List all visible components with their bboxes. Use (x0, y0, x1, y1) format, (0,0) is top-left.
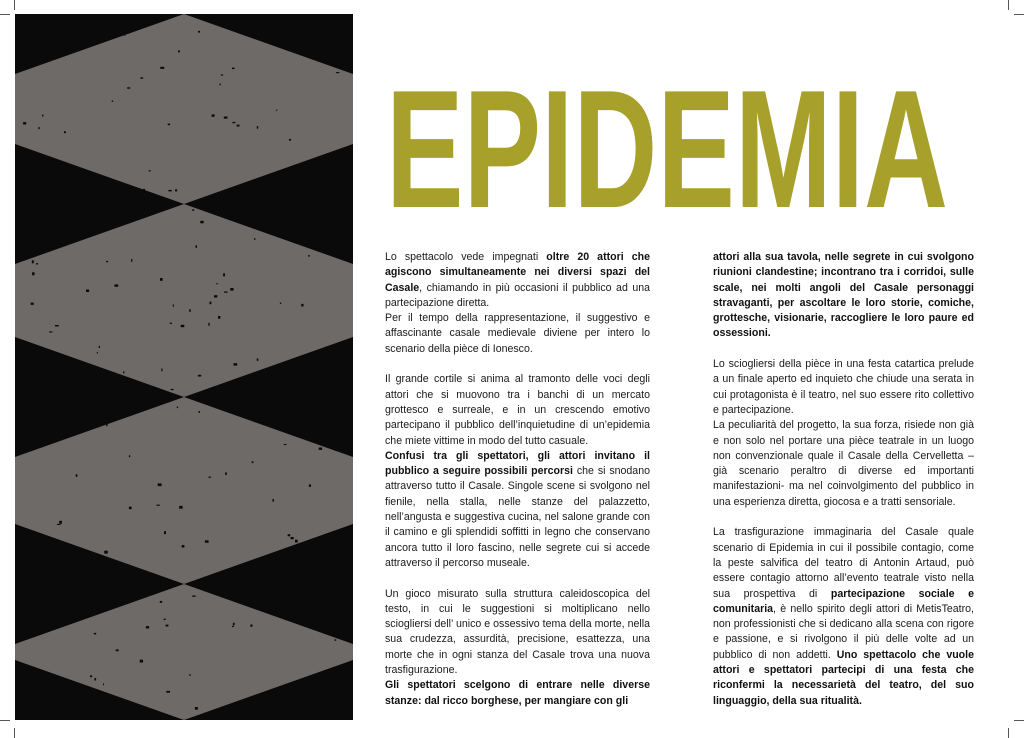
speckle (146, 626, 149, 628)
paragraph (713, 250, 974, 342)
text-run: Il grande cortile si anima al tramonto delle voci degli attori che si muovono tra i banchi di un mercato grottesco e surreale, e in un crescendo emotivo partecipano il pubblico dell’inquietudine di un’epidemia che miete vittime in modo del tutto casuale. (385, 373, 650, 447)
speckle (230, 288, 233, 291)
speckle (248, 24, 249, 26)
speckle (196, 245, 198, 248)
speckle (234, 363, 238, 365)
bold-text: Uno spettacolo che vuole attori e spettatori partecipi di una festa che riconfermi la necessarietà del teatro, del suo linguaggio, della sua ritualità. (713, 648, 974, 707)
text-run: che si snodano attraverso tutto il Casale. Singole scene si svolgono nel fienile, nella stalla, nelle stanze del palazzetto, nell’angusta e suggestiva cucina, nel salone grande con il camino e gli splendidi soffitti in legno che conservano ancora tutto il loro fascino, nelle segrete cui si accede attraverso il percorso museale. (385, 465, 650, 569)
speckle (157, 505, 160, 506)
speckle (237, 125, 240, 127)
speckle (334, 573, 338, 575)
speckle (160, 601, 162, 603)
speckle (52, 244, 53, 246)
speckle (50, 362, 52, 363)
speckle (164, 619, 166, 620)
speckle (129, 507, 132, 510)
x-pattern-artwork (15, 14, 353, 720)
speckle (232, 122, 235, 123)
speckle (81, 383, 83, 384)
speckle (170, 323, 172, 324)
crop-mark-top-left-h (0, 14, 10, 15)
title-text: EPIDEMIA (386, 76, 948, 214)
speckle (56, 569, 60, 571)
speckle (330, 242, 332, 244)
crop-mark-bottom-right (1008, 728, 1009, 738)
speckle (129, 455, 130, 457)
speckle (288, 534, 291, 536)
text-run: Per il tempo della rappresentazione, il suggestivo e affascinante casale medievale diviene per intero lo scenario della pièce di Ionesco. (385, 312, 650, 355)
speckle (127, 87, 130, 88)
speckle (224, 292, 228, 293)
bold-text: attori alla sua tavola, nelle segrete in cui svolgono riunioni clandestine; incontrano tra i corridoi, sulle scale, nei molti angoli del Casale personaggi stravaganti, per ascoltare le loro storie, comiche, grottesche, visionarie, raccogliere le loro paure ed ossessioni. (713, 251, 974, 340)
speckle (292, 682, 294, 684)
speckle (208, 323, 209, 326)
speckle (16, 699, 19, 701)
speckle (161, 369, 162, 372)
speckle (276, 110, 278, 111)
speckle (34, 194, 37, 196)
paragraph (713, 525, 974, 709)
speckle (141, 77, 144, 79)
speckle (49, 331, 52, 332)
speckle (32, 272, 34, 275)
speckle (178, 50, 180, 52)
speckle (272, 499, 274, 502)
speckle (140, 660, 143, 663)
speckle (23, 122, 26, 124)
speckle (216, 283, 217, 284)
title-epidemia (384, 76, 950, 214)
paragraph (385, 372, 650, 448)
speckle (71, 571, 74, 573)
speckle (223, 273, 225, 276)
speckle (205, 540, 209, 542)
text-run: Lo spettacolo vede impegnati (385, 251, 547, 263)
speckle (189, 674, 190, 676)
speckle (76, 474, 78, 477)
speckle (209, 477, 212, 478)
body-column-left (385, 250, 650, 709)
bold-text: oltre 20 attori che agiscono simultaneamente nei diversi spazi del Casale (385, 251, 651, 294)
speckle (94, 633, 96, 635)
speckle (95, 379, 98, 380)
speckle (166, 401, 170, 402)
speckle (143, 189, 145, 192)
speckle (166, 691, 170, 693)
crop-mark-top-left (14, 0, 15, 10)
speckle (25, 409, 28, 411)
speckle (332, 440, 334, 442)
speckle (55, 325, 59, 326)
speckle (337, 703, 339, 704)
speckle (321, 616, 324, 618)
paragraph (385, 311, 650, 357)
speckle (102, 180, 105, 181)
speckle (301, 304, 303, 307)
crop-mark-bottom-right-h (1014, 720, 1024, 721)
speckle (124, 33, 125, 36)
speckle (123, 371, 124, 373)
speckle (192, 209, 194, 211)
speckle (199, 411, 200, 413)
speckle (173, 304, 174, 307)
speckle (254, 238, 255, 240)
speckle (335, 639, 337, 640)
speckle (54, 606, 57, 609)
speckle (118, 586, 120, 588)
speckle (198, 375, 201, 377)
crop-mark-bottom-left-h (0, 720, 10, 721)
speckle (32, 260, 34, 263)
speckle (336, 72, 340, 73)
speckle (60, 171, 62, 172)
speckle (41, 631, 42, 632)
speckle (195, 707, 198, 710)
speckle (289, 703, 292, 704)
speckle (212, 114, 215, 116)
speckle (106, 424, 107, 426)
speckle (236, 16, 238, 18)
speckle (192, 596, 196, 597)
speckle (104, 551, 108, 554)
speckle (232, 626, 234, 627)
speckle (149, 170, 151, 171)
bold-text: Confusi tra gli spettatori, gli attori invitano il pubblico a seguire possibili percorsi (385, 449, 650, 478)
crop-mark-top-right-h (1014, 14, 1024, 15)
speckle (257, 126, 258, 129)
speckle (200, 221, 203, 224)
speckle (224, 117, 228, 119)
speckle (182, 545, 185, 548)
speckle (55, 231, 57, 234)
speckle (106, 261, 108, 262)
speckle (308, 678, 310, 681)
speckle (161, 399, 162, 402)
speckle (160, 278, 163, 281)
speckle (233, 623, 235, 626)
speckle (220, 84, 221, 86)
speckle (19, 186, 20, 188)
speckle (166, 625, 169, 627)
speckle (237, 221, 240, 223)
speckle (94, 678, 96, 680)
speckle (59, 23, 62, 26)
speckle (257, 359, 259, 361)
text-run: La peculiarità del progetto, la sua forza, risiede non già e non solo nel portare una pièce teatrale in un luogo non convenzionale quale il Casale della Cervelletta – già scenario peraltro di diverse ed importanti manifestazioni- ma nel coinvolgimento del pubblico in una esperienza diretta, giocosa e a tratti sensoriale. (713, 419, 974, 508)
crop-mark-top-right (1008, 0, 1009, 10)
speckle (73, 49, 77, 52)
speckle (112, 713, 113, 714)
text-run: Un gioco misurato sulla struttura caleidoscopica del testo, in cui le suggestioni si moltiplicano nello sciogliersi dell’ unico e ossessivo tema della morte, nella sua crudezza, assurdità, precisione, esattezza, una morte che in ogni stanza del Casale trova una nuova trasfigurazione. (385, 587, 650, 677)
speckle (338, 18, 339, 20)
speckle (90, 410, 93, 411)
speckle (90, 675, 92, 677)
speckle (116, 649, 119, 651)
speckle (210, 302, 212, 305)
speckle (77, 227, 78, 229)
speckle (252, 461, 254, 463)
bold-text: Gli spettatori scelgono di entrare nelle diverse stanze: dal ricco borghese, per mangiare con gli (385, 679, 650, 707)
speckle (284, 444, 287, 445)
speckle (295, 540, 298, 543)
speckle (42, 115, 43, 117)
speckle (70, 16, 74, 19)
speckle (175, 189, 177, 191)
speckle (181, 325, 185, 327)
speckle (221, 74, 223, 75)
body-column-right (713, 250, 974, 709)
speckle (64, 131, 66, 133)
bold-text: partecipazione sociale e comunitaria (713, 587, 974, 615)
speckle (71, 704, 73, 706)
speckle (280, 303, 281, 304)
paragraph (385, 678, 650, 709)
speckle (47, 163, 50, 164)
speckle (250, 625, 252, 627)
speckle (214, 295, 217, 297)
speckle (158, 483, 162, 486)
text-run: , è nello spirito degli attori di MetisTeatro, non professionisti che si dedicano alla scena con rigore e passione, e si rivolgono il più delle volte ad un pubblico di non addetti. (713, 602, 974, 661)
speckle (71, 40, 72, 41)
speckle (289, 139, 291, 141)
speckle (15, 355, 17, 356)
speckle (309, 484, 311, 487)
speckle (21, 231, 24, 232)
speckle (31, 303, 34, 305)
speckle (146, 204, 149, 205)
speckle (177, 407, 178, 409)
speckle (36, 263, 38, 265)
speckle (231, 19, 232, 20)
speckle (232, 68, 235, 70)
speckle (160, 67, 164, 69)
crop-mark-bottom-left (14, 728, 15, 738)
paragraph (713, 418, 974, 510)
speckle (168, 190, 171, 192)
speckle (131, 259, 132, 262)
speckle (329, 15, 331, 17)
speckle (310, 412, 311, 413)
speckle (319, 448, 322, 450)
speckle (225, 472, 227, 475)
speckle (291, 537, 294, 539)
speckle (59, 521, 62, 524)
speckle (57, 524, 61, 525)
speckle (332, 374, 333, 376)
text-run: La trasfigurazione immaginaria del Casale quale scenario di Epidemia in cui il possibile contagio, come la peste salvifica del teatro di Antonin Artaud, può essere contagio attorno all’evento teatrale visto nella sua prospettiva di (713, 526, 974, 600)
speckle (308, 255, 310, 257)
speckle (99, 346, 100, 348)
speckle (198, 31, 200, 33)
speckle (146, 213, 147, 215)
speckle (97, 352, 98, 353)
speckle (189, 309, 190, 312)
speckle (29, 565, 33, 566)
paragraph (385, 449, 650, 571)
speckle (112, 101, 113, 102)
paragraph (385, 250, 650, 311)
speckle (38, 127, 39, 129)
speckle (168, 124, 170, 126)
text-run: , chiamando in più occasioni il pubblico ad una partecipazione diretta. (385, 281, 650, 309)
speckle (218, 316, 220, 319)
speckle (115, 284, 119, 286)
text-run: Lo sciogliersi della pièce in una festa catartica prelude a un finale aperto ed inquieto che chiude una serata in cui protagonista è il teatro, nel suo essere rito collettivo e partecipazione. (713, 358, 974, 416)
speckle (134, 189, 136, 190)
speckle (171, 389, 174, 390)
speckle (274, 209, 277, 212)
paragraph (713, 357, 974, 418)
speckle (103, 684, 104, 686)
speckle (179, 506, 182, 509)
paragraph (385, 587, 650, 679)
speckle (328, 227, 332, 229)
speckle (164, 531, 166, 534)
speckle (86, 290, 89, 293)
speckle (153, 399, 156, 401)
